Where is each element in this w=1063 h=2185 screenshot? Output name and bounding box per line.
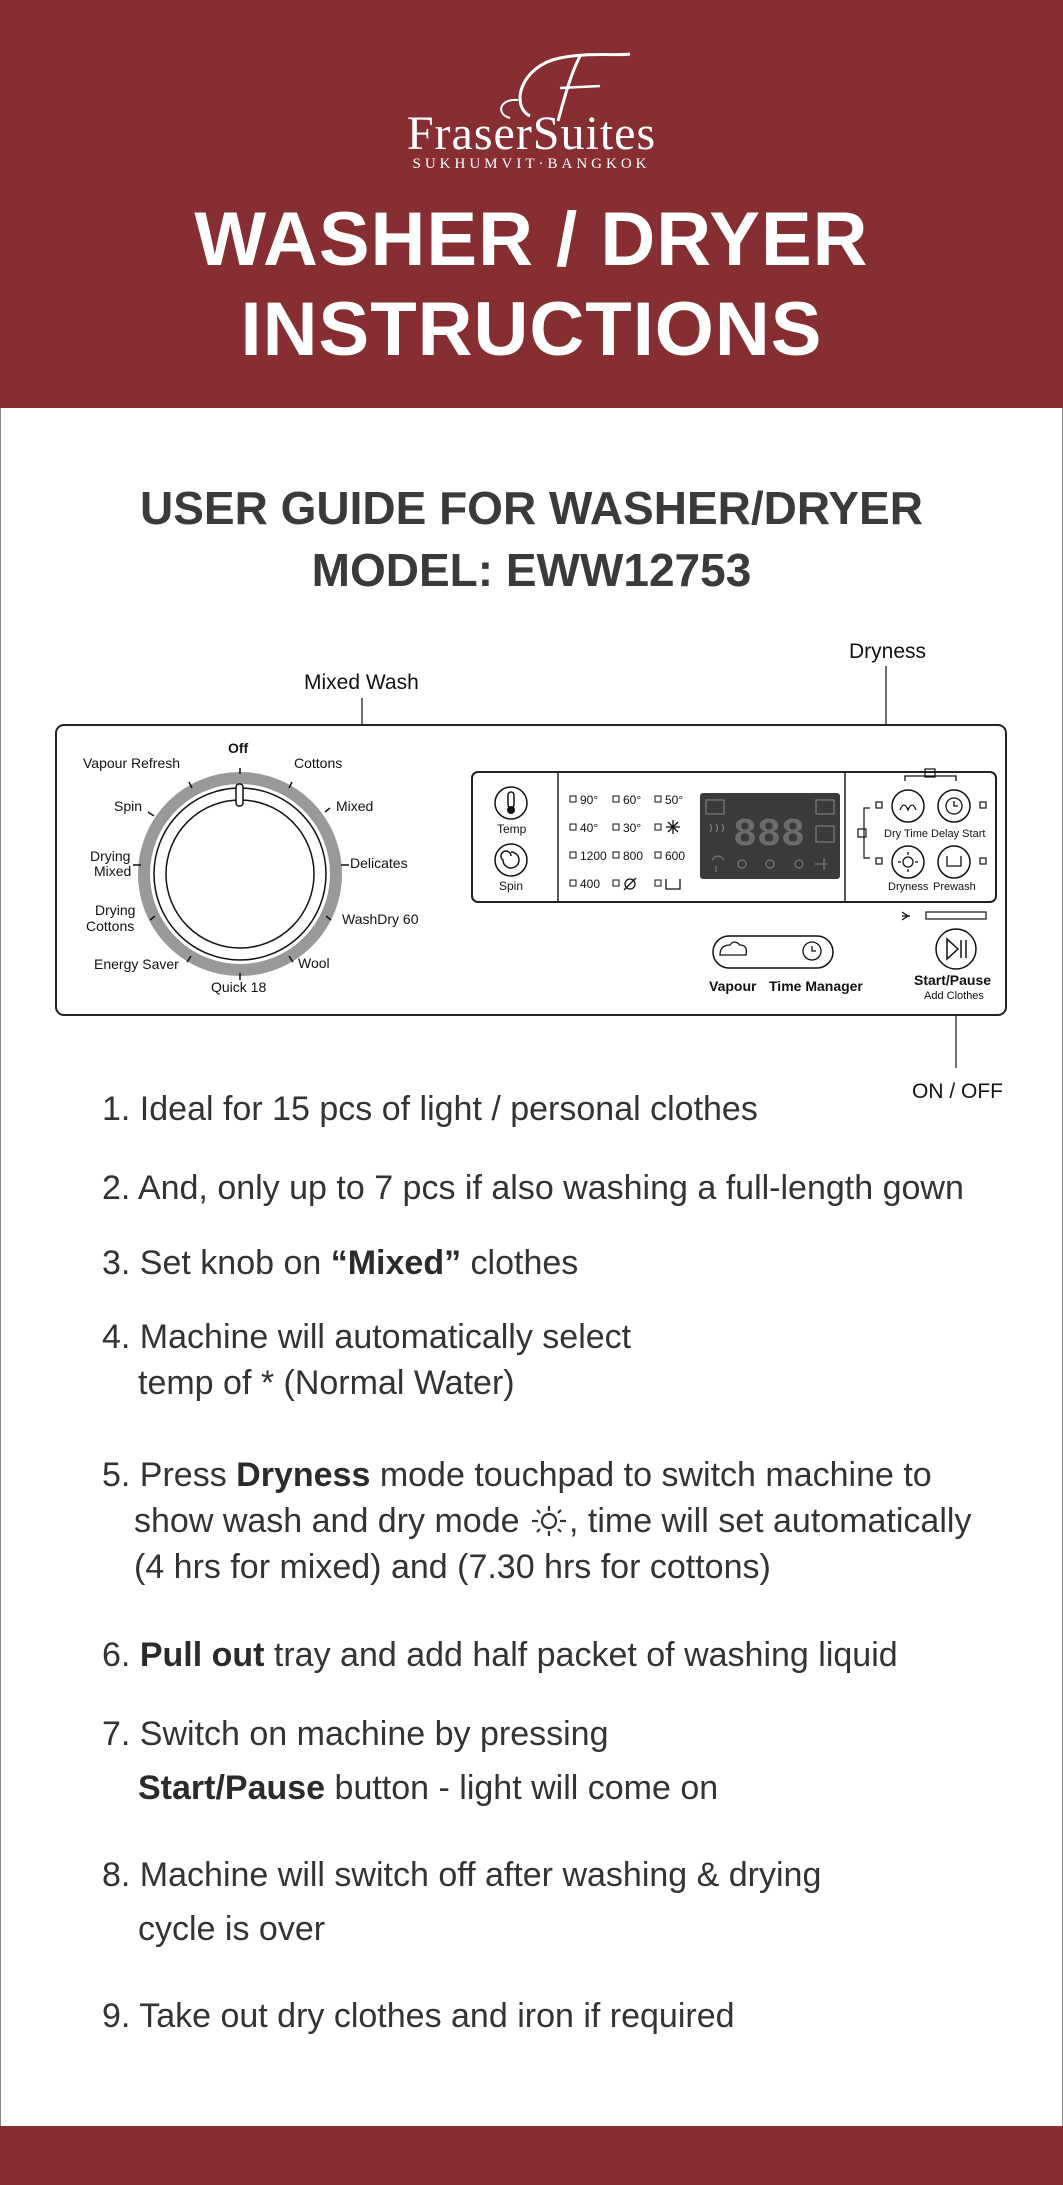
sun-dryness-icon (529, 1504, 569, 1538)
dial-label-drying-cottons-2: Cottons (86, 918, 135, 934)
lcd-digits: 888 (733, 813, 806, 858)
step-7-bold: Start/Pause (138, 1769, 326, 1807)
step-6-bold: Pull out (139, 1636, 265, 1674)
temp-label: Temp (497, 822, 527, 836)
cold-water-icon (666, 820, 680, 834)
prewash-label: Prewash (933, 881, 976, 893)
dial-label-delicates: Delicates (350, 855, 408, 871)
dial-label-spin: Spin (114, 798, 143, 814)
temp-90: 90° (580, 793, 599, 807)
page-title-line2: INSTRUCTIONS (240, 287, 823, 372)
step-5-bold: Dryness (236, 1456, 371, 1494)
spin-400: 400 (580, 877, 601, 891)
page-title-line1: WASHER / DRYER (194, 197, 869, 282)
add-clothes-label: Add Clothes (924, 990, 984, 1002)
dial-label-drying-cottons-1: Drying (95, 902, 136, 918)
spin-label: Spin (499, 879, 524, 893)
dial-label-vapour-refresh: Vapour Refresh (83, 755, 181, 771)
delay-start-label: Delay Start (931, 828, 986, 840)
step-9: 9. Take out dry clothes and iron if required (102, 1997, 735, 2035)
dial-label-off: Off (228, 740, 249, 756)
vapour-label: Vapour (709, 978, 757, 994)
dryness-label: Dryness (888, 881, 929, 893)
temp-button[interactable] (495, 787, 527, 819)
prewash-button[interactable] (938, 846, 970, 878)
step-6: 6. Pull out tray and add half packet of washing liquid (102, 1636, 898, 1674)
dryness-button[interactable] (892, 846, 924, 878)
step-1: 1. Ideal for 15 pcs of light / personal clothes (102, 1090, 758, 1128)
step-3: 3. Set knob on “Mixed” clothes (102, 1244, 579, 1282)
time-manager-label: Time Manager (769, 978, 863, 994)
dial-label-cottons: Cottons (294, 755, 343, 771)
temp-30: 30° (623, 821, 642, 835)
callout-dryness: Dryness (849, 640, 927, 663)
step-7: 7. Switch on machine by pressing Start/Pause button - light will come on (102, 1715, 719, 1807)
temp-60: 60° (623, 793, 642, 807)
dial-label-washdry: WashDry 60 (342, 911, 419, 927)
start-pause-label: Start/Pause (914, 972, 992, 988)
dial-label-quick: Quick 18 (211, 979, 267, 995)
temp-50: 50° (665, 793, 684, 807)
dial-label-mixed: Mixed (336, 798, 374, 814)
step-8: 8. Machine will switch off after washing & drying cycle is over (102, 1856, 822, 1948)
dial-pointer (236, 784, 243, 806)
step-5: 5. Press Dryness mode touchpad to switch machine to show wash and dry mode , time will set automatically (4 hrs for mixed) and (7.30 hrs for cottons) (102, 1456, 972, 1586)
footer-banner (0, 2126, 1063, 2185)
logo-subtitle: SUKHUMVIT·BANGKOK (412, 156, 651, 172)
step-3-bold: “Mixed” (330, 1244, 462, 1282)
callout-on-off: ON / OFF (912, 1080, 1003, 1103)
spin-800: 800 (623, 849, 644, 863)
spin-1200: 1200 (580, 849, 607, 863)
guide-title-line2: MODEL: EWW12753 (311, 544, 752, 596)
step-2: 2. And, only up to 7 pcs if also washing a full-length gown (102, 1169, 964, 1207)
temp-40: 40° (580, 821, 599, 835)
start-pause-button[interactable] (936, 929, 976, 969)
delay-start-button[interactable] (938, 790, 970, 822)
dry-time-label: Dry Time (884, 828, 928, 840)
logo-brand: FraserSuites (406, 107, 657, 160)
guide-title-line1: USER GUIDE FOR WASHER/DRYER (140, 482, 923, 534)
callout-mixed-wash: Mixed Wash (304, 671, 419, 694)
spin-600: 600 (665, 849, 686, 863)
dial-label-energy-saver: Energy Saver (94, 956, 179, 972)
dial-label-drying-mixed-1: Drying (90, 848, 131, 864)
spin-button[interactable] (495, 844, 527, 876)
dial-label-drying-mixed-2: Mixed (94, 863, 132, 879)
dry-time-button[interactable] (892, 790, 924, 822)
vapour-time-pill (713, 936, 833, 968)
dial-label-wool: Wool (298, 955, 330, 971)
step-4: 4. Machine will automatically select temp of * (Normal Water) (102, 1318, 632, 1402)
